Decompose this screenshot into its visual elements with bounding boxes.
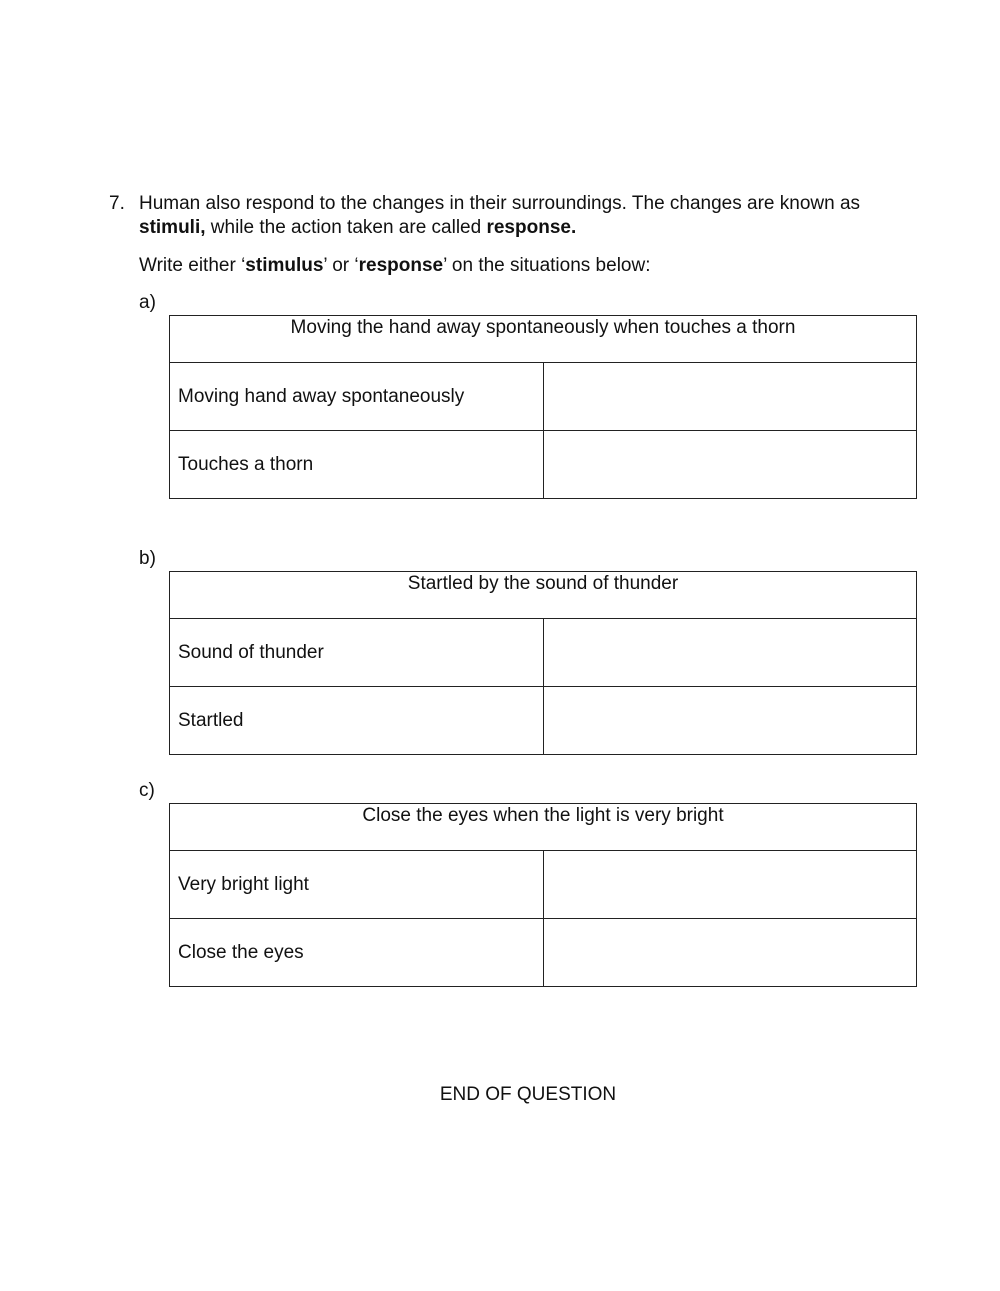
part-c-label: c) [139, 780, 155, 801]
part-c-answer-1[interactable] [543, 851, 917, 919]
part-b-item-1: Sound of thunder [170, 619, 544, 687]
part-a-item-1: Moving hand away spontaneously [170, 363, 544, 431]
table-row [170, 363, 917, 431]
instruction-middle: ’ or ‘ [323, 255, 359, 276]
part-a-label: a) [139, 292, 156, 313]
term-stimuli: stimuli, [139, 217, 206, 238]
part-a-item-2: Touches a thorn [170, 431, 544, 499]
question-intro-text-1: Human also respond to the changes in their surroundings. The changes are known as [139, 193, 861, 214]
table-row [170, 851, 917, 919]
part-a-situation: Moving the hand away spontaneously when touches a thorn [170, 316, 917, 363]
part-b-table [169, 571, 917, 755]
part-b-label: b) [139, 548, 156, 569]
part-c-answer-2[interactable] [543, 919, 917, 987]
part-c-table [169, 803, 917, 987]
table-row [170, 619, 917, 687]
instruction-word-response: response [358, 255, 444, 276]
part-b-answer-1[interactable] [543, 619, 917, 687]
end-of-question: END OF QUESTION [439, 1084, 617, 1105]
table-row [170, 687, 917, 755]
table-row [170, 919, 917, 987]
instruction-prefix: Write either ‘ [139, 255, 246, 276]
part-b-situation: Startled by the sound of thunder [170, 572, 917, 619]
part-a-answer-1[interactable] [543, 363, 917, 431]
part-b-answer-2[interactable] [543, 687, 917, 755]
part-a-answer-2[interactable] [543, 431, 917, 499]
instruction-word-stimulus: stimulus [245, 255, 324, 276]
question-intro [139, 192, 929, 240]
instruction [139, 254, 650, 278]
question-number: 7. [109, 193, 125, 214]
instruction-suffix: ’ on the situations below: [443, 255, 651, 276]
part-c-item-1: Very bright light [170, 851, 544, 919]
table-row [170, 431, 917, 499]
term-response: response. [486, 217, 577, 238]
part-b-item-2: Startled [170, 687, 544, 755]
question-intro-text-2: while the action taken are called [205, 217, 487, 238]
part-c-item-2: Close the eyes [170, 919, 544, 987]
part-a-table [169, 315, 917, 499]
part-c-situation: Close the eyes when the light is very bright [170, 804, 917, 851]
